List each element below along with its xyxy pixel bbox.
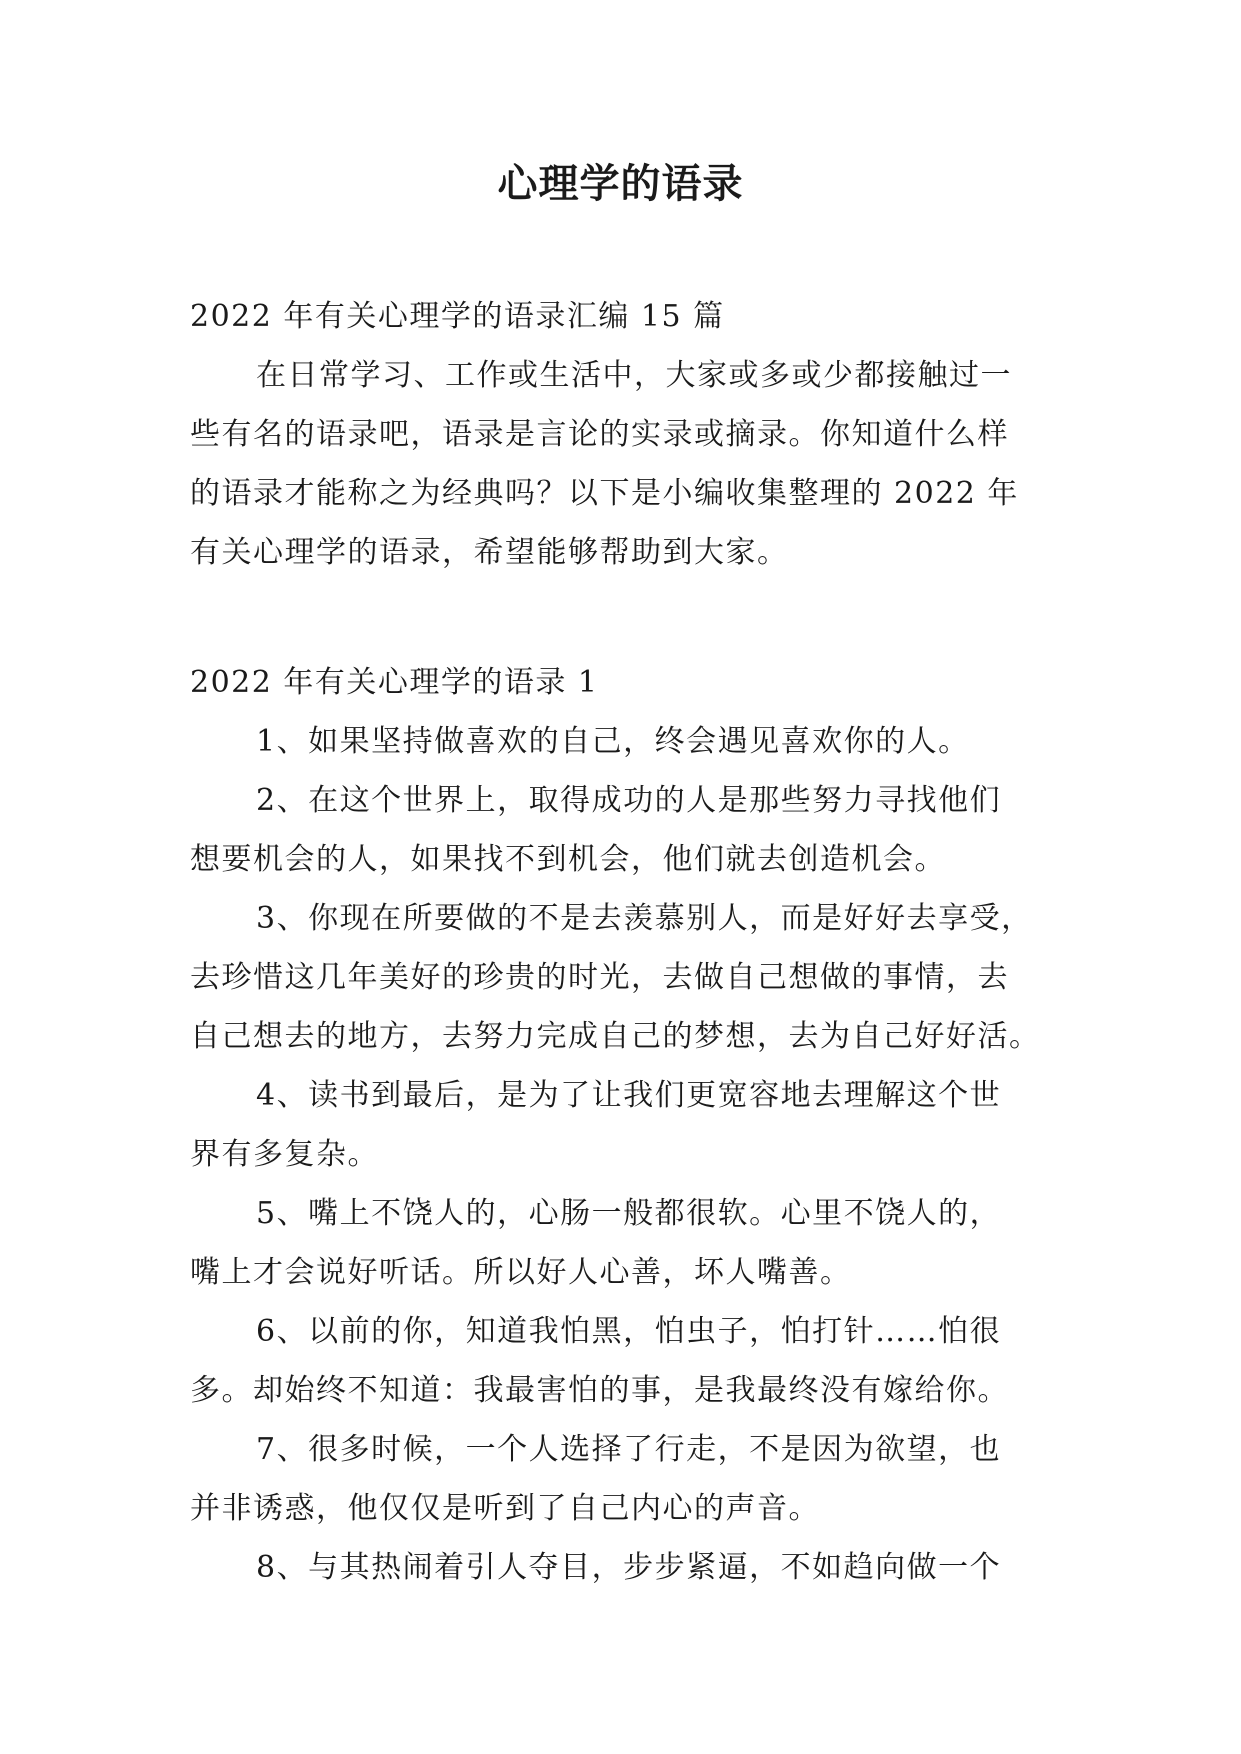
quote-line: 8、与其热闹着引人夺目，步步紧逼，不如趋向做一个	[256, 1550, 1002, 1585]
quote-line: 想要机会的人，如果找不到机会，他们就去创造机会。	[190, 842, 946, 877]
quote-line: 1、如果坚持做喜欢的自己，终会遇见喜欢你的人。	[256, 724, 970, 759]
page-title: 心理学的语录	[497, 160, 744, 207]
quote-line: 嘴上才会说好听话。所以好人心善，坏人嘴善。	[190, 1255, 852, 1290]
quote-line: 3、你现在所要做的不是去羡慕别人，而是好好去享受，	[256, 901, 1033, 936]
quote-line: 自己想去的地方，去努力完成自己的梦想，去为自己好好活。	[190, 1019, 1041, 1054]
quote-line: 界有多复杂。	[190, 1137, 379, 1172]
intro-line: 有关心理学的语录，希望能够帮助到大家。	[190, 535, 789, 570]
quote-line: 5、嘴上不饶人的，心肠一般都很软。心里不饶人的，	[256, 1196, 1002, 1231]
quote-line: 6、以前的你，知道我怕黑，怕虫子，怕打针……怕很	[256, 1314, 1002, 1349]
intro-line: 的语录才能称之为经典吗？以下是小编收集整理的 2022 年	[190, 476, 1019, 511]
quote-line: 去珍惜这几年美好的珍贵的时光，去做自己想做的事情，去	[190, 960, 1009, 995]
quote-line: 并非诱惑，他仅仅是听到了自己内心的声音。	[190, 1491, 820, 1526]
quote-line: 7、很多时候，一个人选择了行走，不是因为欲望，也	[256, 1432, 1002, 1467]
quote-line: 2、在这个世界上，取得成功的人是那些努力寻找他们	[256, 783, 1002, 818]
section-heading: 2022 年有关心理学的语录 1	[190, 665, 599, 700]
document-body	[190, 287, 1070, 1597]
intro-line: 些有名的语录吧，语录是言论的实录或摘录。你知道什么样	[190, 417, 1009, 452]
document-subtitle: 2022 年有关心理学的语录汇编 15 篇	[190, 299, 725, 334]
quote-line: 4、读书到最后，是为了让我们更宽容地去理解这个世	[256, 1078, 1002, 1113]
section-spacer	[190, 582, 1070, 653]
quote-line: 多。却始终不知道：我最害怕的事，是我最终没有嫁给你。	[190, 1373, 1009, 1408]
intro-line: 在日常学习、工作或生活中，大家或多或少都接触过一	[256, 358, 1012, 393]
